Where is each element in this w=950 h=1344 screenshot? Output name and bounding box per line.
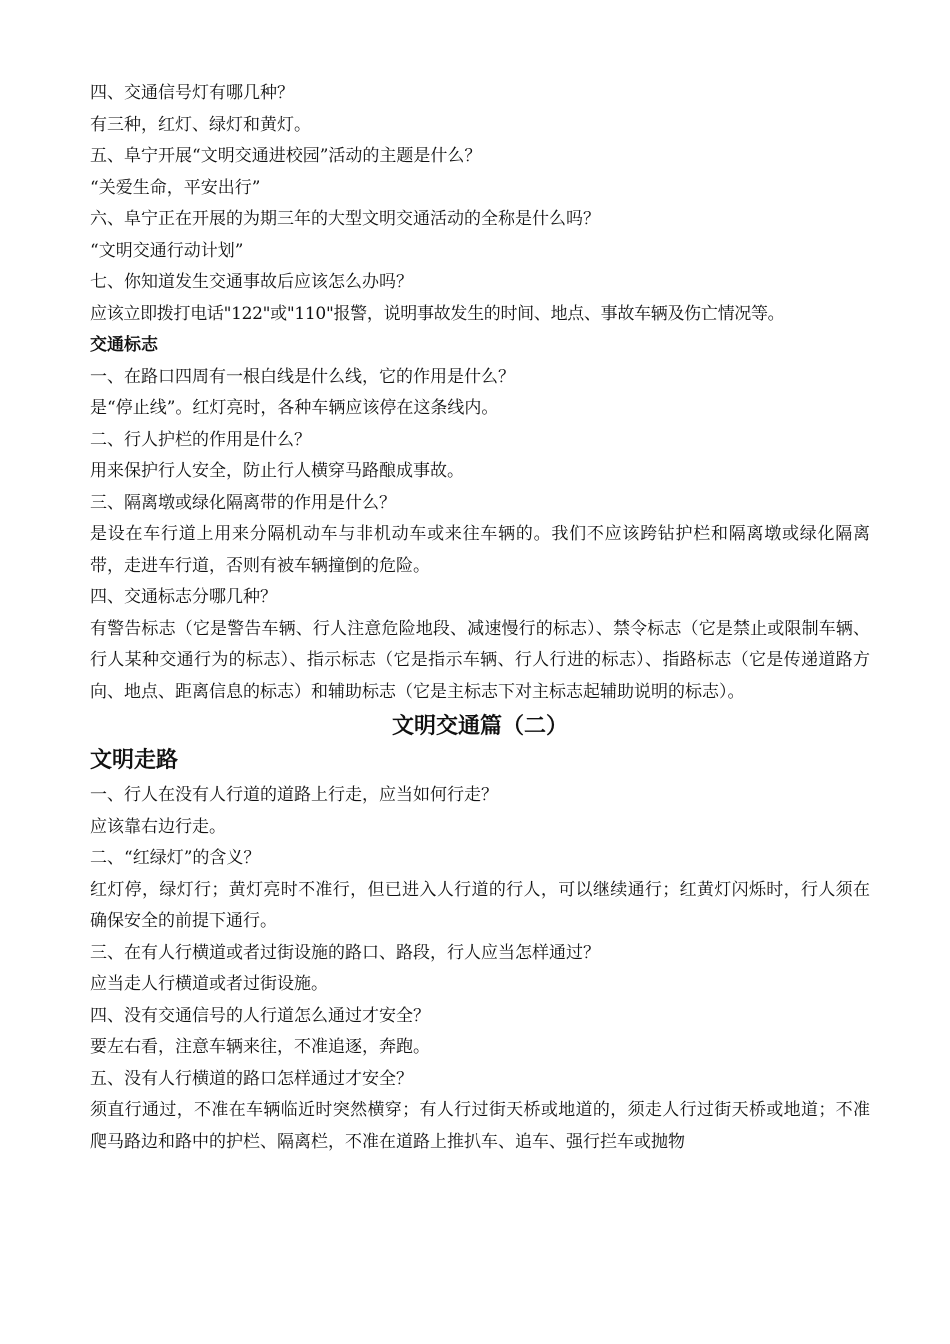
answer-text: 有三种，红灯、绿灯和黄灯。 — [90, 114, 311, 135]
answer-text: 须直行通过，不准在车辆临近时突然横穿；有人行过街天桥或地道的，须走人行过街天桥或地道；不准爬马路边和路中的护栏、隔离栏，不准在道路上推扒车、追车、强行拦车或抛物 — [90, 1100, 870, 1152]
answer-text: “文明交通行动计划” — [90, 240, 244, 261]
question-text: 一、行人在没有人行道的道路上行走，应当如何行走？ — [90, 785, 498, 805]
question-text: 二、行人护栏的作用是什么？ — [90, 429, 311, 450]
section-heading: 文明走路 — [90, 748, 179, 773]
answer-text: 是设在车行道上用来分隔机动车与非机动车或来往车辆的。我们不应该跨钻护栏和隔离墩或绿化隔离带，走进车行道，否则有被车辆撞倒的危险。 — [90, 524, 870, 576]
answer-text: 有警告标志（它是警告车辆、行人注意危险地段、减速慢行的标志）、禁令标志（它是禁止或限制车辆、行人某种交通行为的标志）、指示标志（它是指示车辆、行人行进的标志）、指路标志（它是传递道路方向、地点、距离信息的标志）和辅助标志（它是主标志下对主标志起辅助说明的标志）。 — [90, 618, 870, 702]
question-text: 四、交通标志分哪几种？ — [90, 587, 277, 607]
question-text: 三、隔离墩或绿化隔离带的作用是什么？ — [90, 492, 396, 513]
chapter-title: 文明交通篇（二） — [391, 714, 568, 739]
answer-text: 应当走人行横道或者过街设施。 — [90, 974, 328, 994]
question-text: 五、没有人行横道的路口怎样通过才安全？ — [90, 1068, 413, 1089]
answer-text: 是“停止线”。红灯亮时，各种车辆应该停在这条线内。 — [90, 398, 499, 418]
question-text: 一、在路口四周有一根白线是什么线，它的作用是什么？ — [90, 366, 515, 387]
question-text: 五、阜宁开展“文明交通进校园”活动的主题是什么？ — [90, 146, 482, 166]
answer-text: 用来保护行人安全，防止行人横穿马路酿成事故。 — [90, 461, 464, 481]
question-text: 二、“红绿灯”的含义？ — [90, 848, 261, 868]
answer-text: 应该立即拨打电话"122"或"110"报警，说明事故发生的时间、地点、事故车辆及伤亡情况等。 — [90, 303, 785, 324]
answer-text: 要左右看，注意车辆来往，不准追逐，奔跑。 — [90, 1037, 430, 1057]
question-text: 三、在有人行横道或者过街设施的路口、路段，行人应当怎样通过？ — [90, 942, 600, 963]
question-text: 四、交通信号灯有哪几种？ — [90, 83, 294, 103]
section-heading: 交通标志 — [90, 335, 158, 355]
question-text: 四、没有交通信号的人行道怎么通过才安全？ — [90, 1005, 430, 1026]
document-page — [90, 78, 870, 1158]
answer-text: 红灯停，绿灯行；黄灯亮时不准行，但已进入人行道的行人，可以继续通行；红黄灯闪烁时，行人须在确保安全的前提下通行。 — [90, 879, 870, 931]
answer-text: 应该靠右边行走。 — [90, 816, 226, 837]
question-text: 七、你知道发生交通事故后应该怎么办吗？ — [90, 272, 413, 292]
question-text: 六、阜宁正在开展的为期三年的大型文明交通活动的全称是什么吗？ — [90, 209, 600, 229]
answer-text: “关爱生命，平安出行” — [90, 177, 261, 198]
